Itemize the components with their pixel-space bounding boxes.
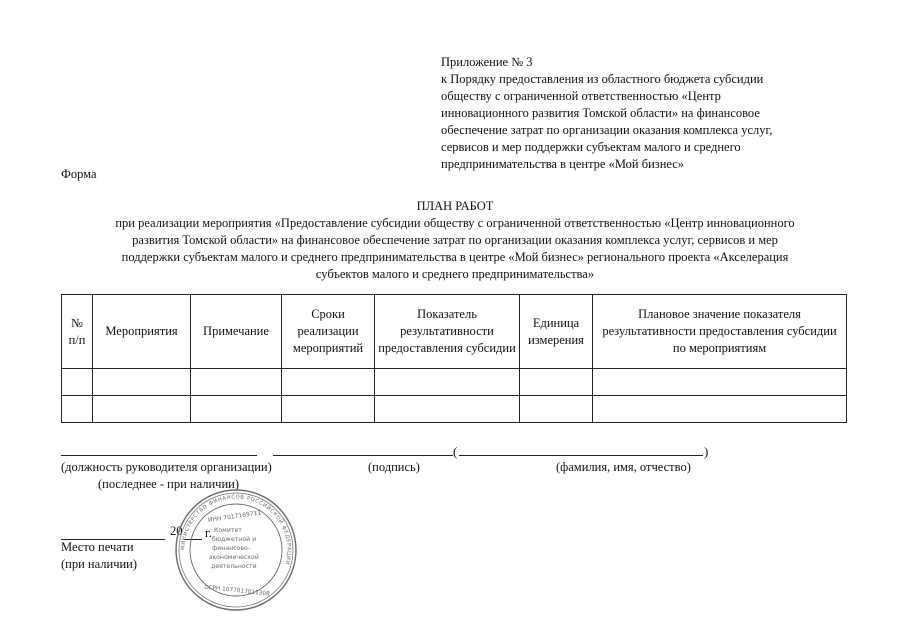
- date-year: 20: [170, 524, 183, 538]
- table-row: [62, 369, 847, 396]
- name-paren-close: ): [704, 444, 709, 459]
- seal-label: Место печати: [61, 540, 134, 554]
- name-line: [459, 455, 703, 456]
- seal-note: (при наличии): [61, 557, 138, 571]
- table-cell: [520, 369, 593, 396]
- table-cell: [191, 396, 282, 423]
- table-cell: [62, 369, 93, 396]
- plan-subtitle: [60, 215, 850, 283]
- table-cell: [282, 396, 375, 423]
- table-cell: [375, 396, 520, 423]
- plan-subtitle-line: при реализации мероприятия «Предоставление субсидии обществу с ограниченной ответственностью «Центр инновационного: [115, 216, 795, 230]
- table-cell: [375, 369, 520, 396]
- header-planned-value: Плановое значение показателя результативности предоставления субсидии по мероприятиям: [593, 295, 847, 369]
- table-cell: [593, 369, 847, 396]
- table-cell: [93, 369, 191, 396]
- header-activities: Мероприятия: [93, 295, 191, 369]
- plan-subtitle-line: субъектов малого и среднего предпринимательства»: [315, 267, 595, 281]
- stamp-center-line: финансово-: [212, 545, 251, 552]
- appendix-line: инновационного развития Томской области» на финансовое: [441, 106, 760, 120]
- appendix-line: обществу с ограниченной ответственностью «Центр: [441, 89, 721, 103]
- stamp-center-line: деятельности: [211, 563, 257, 570]
- appendix-block: [441, 54, 861, 173]
- appendix-line: сервисов и мер поддержки субъектам малого и среднего: [441, 140, 741, 154]
- table-cell: [520, 396, 593, 423]
- header-deadlines: Сроки реализации мероприятий: [282, 295, 375, 369]
- date-suffix: г.: [205, 526, 212, 540]
- appendix-line: Приложение № 3: [441, 55, 533, 69]
- appendix-line: обеспечение затрат по организации оказания комплекса услуг,: [441, 123, 773, 137]
- name-paren-open: (: [453, 444, 458, 459]
- appendix-line: предпринимательства в центре «Мой бизнес»: [441, 157, 685, 171]
- patronymic-note: (последнее - при наличии): [98, 477, 239, 491]
- header-number: № п/п: [62, 295, 93, 369]
- table-cell: [593, 396, 847, 423]
- plan-table: [61, 294, 847, 423]
- stamp-center-line: бюджетной и: [212, 536, 257, 543]
- table-cell: [93, 396, 191, 423]
- name-caption: (фамилия, имя, отчество): [556, 460, 691, 474]
- plan-subtitle-line: развития Томской области» на финансовое обеспечение затрат по организации оказания комплекса услуг, сервисов и мер: [132, 233, 778, 247]
- table-header-row: [62, 295, 847, 369]
- header-unit: Единица измерения: [520, 295, 593, 369]
- position-line: [61, 455, 257, 456]
- appendix-line: к Порядку предоставления из областного бюджета субсидии: [441, 72, 764, 86]
- form-label: Форма: [61, 167, 97, 181]
- table-row: [62, 396, 847, 423]
- table-cell: [282, 369, 375, 396]
- position-caption: (должность руководителя организации): [61, 460, 272, 474]
- header-note: Примечание: [191, 295, 282, 369]
- stamp-center-line: Комитет: [214, 527, 242, 534]
- signature-line: [273, 455, 453, 456]
- plan-title: ПЛАН РАБОТ: [416, 199, 494, 213]
- official-stamp: [174, 488, 298, 612]
- stamp-inn: ИНН 7017169711: [207, 509, 262, 524]
- signature-caption: (подпись): [368, 460, 420, 474]
- plan-subtitle-line: поддержки субъектам малого и среднего предпринимательства в центре «Мой бизнес» регионального проекта «Акселерация: [121, 250, 789, 264]
- table-cell: [191, 369, 282, 396]
- table-cell: [62, 396, 93, 423]
- header-indicator: Показатель результативности предоставления субсидии: [375, 295, 520, 369]
- stamp-ogrn: ОГРН 1077017011308: [203, 584, 270, 598]
- stamp-ring-text: МИНИСТЕРСТВО ФИНАНСОВ РОССИЙСКОЙ ФЕДЕРАЦИИ: [180, 494, 292, 566]
- stamp-center-line: экономической: [209, 554, 259, 561]
